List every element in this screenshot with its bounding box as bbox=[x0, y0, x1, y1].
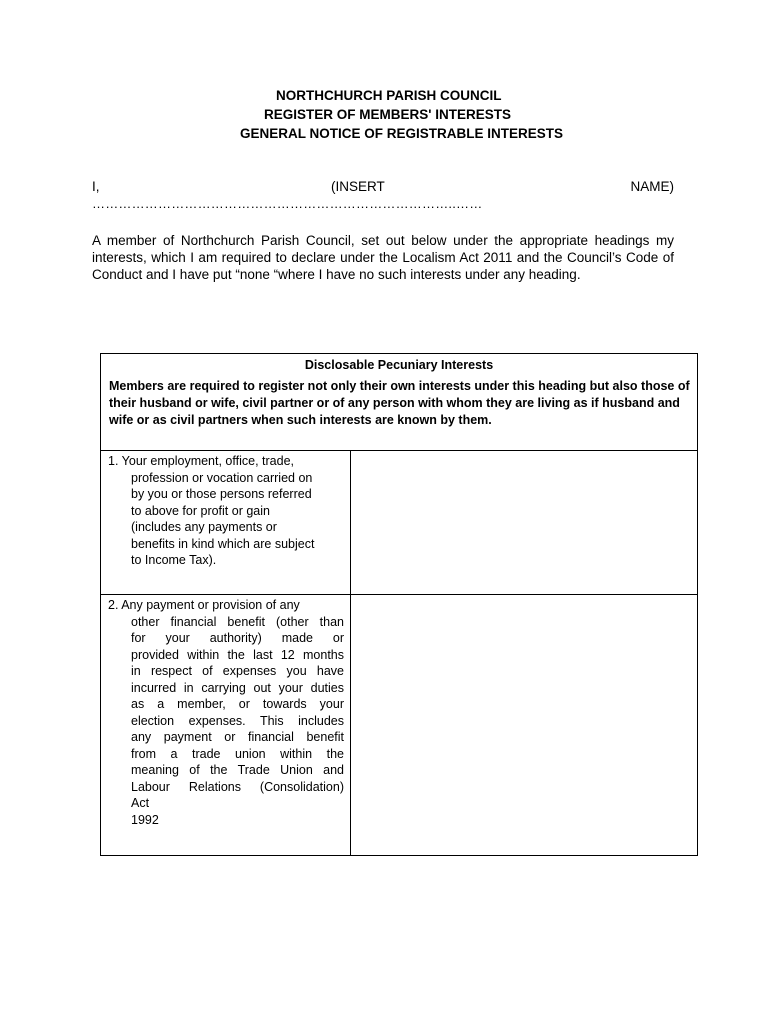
name-label: NAME) bbox=[630, 179, 674, 194]
table-note: Members are required to register not only their own interests under this heading but also those of their husband or wife, civil partner or of any person with whom they are living as if husband and wife or as civil partners when such interests are known by them. bbox=[109, 379, 690, 427]
description-line: 2. Any payment or provision of any bbox=[108, 598, 300, 612]
interest-description-cell bbox=[101, 451, 351, 594]
description-line: Labour Relations (Consolidation) bbox=[131, 779, 344, 794]
description-line: in respect of expenses you have bbox=[131, 664, 344, 678]
description-line: for your authority) made or bbox=[131, 631, 344, 645]
description-line: other financial benefit (other than bbox=[131, 614, 344, 629]
interests-table bbox=[100, 353, 698, 856]
description-line: from a trade union within the bbox=[131, 746, 344, 761]
description-line: to Income Tax). bbox=[131, 553, 217, 567]
description-line: incurred in carrying out your duties bbox=[131, 680, 344, 695]
table-header bbox=[101, 354, 697, 451]
description-line: Act bbox=[131, 796, 150, 810]
name-prefix: I, bbox=[92, 179, 100, 194]
interest-description bbox=[108, 453, 344, 569]
insert-label: (INSERT bbox=[331, 179, 385, 194]
table-row bbox=[101, 595, 697, 856]
description-line: meaning of the Trade Union and bbox=[131, 763, 344, 777]
interest-description bbox=[108, 597, 344, 828]
register-title: REGISTER OF MEMBERS' INTERESTS bbox=[264, 107, 511, 122]
interest-entry-cell[interactable] bbox=[351, 451, 697, 594]
table-row bbox=[101, 451, 697, 595]
interest-description-cell bbox=[101, 595, 351, 856]
name-entry-dots[interactable]: ………………………………………………………………………..…… bbox=[92, 196, 483, 211]
intro-paragraph: A member of Northchurch Parish Council, set out below under the appropriate headings my interests, which I am required to declare under the Localism Act 2011 and the Council’s Code of Conduct and I have put “none “where I have no such interests under any heading. bbox=[92, 233, 674, 282]
description-line: profession or vocation carried on bbox=[131, 470, 313, 485]
description-line: 1. Your employment, office, trade, bbox=[108, 454, 294, 468]
description-line: as a member, or towards your bbox=[131, 697, 344, 711]
interest-entry-cell[interactable] bbox=[351, 595, 697, 856]
description-line: to above for profit or gain bbox=[131, 503, 270, 518]
description-line: provided within the last 12 months bbox=[131, 647, 344, 662]
description-line: by you or those persons referred bbox=[131, 487, 312, 501]
description-line: any payment or financial benefit bbox=[131, 730, 344, 744]
notice-title: GENERAL NOTICE OF REGISTRABLE INTERESTS bbox=[240, 126, 564, 141]
description-line: election expenses. This includes bbox=[131, 713, 344, 728]
description-line: 1992 bbox=[131, 812, 159, 827]
description-line: (includes any payments or bbox=[131, 520, 277, 534]
description-line: benefits in kind which are subject bbox=[131, 536, 315, 551]
council-name: NORTHCHURCH PARISH COUNCIL bbox=[276, 88, 502, 103]
table-title: Disclosable Pecuniary Interests bbox=[304, 358, 494, 372]
